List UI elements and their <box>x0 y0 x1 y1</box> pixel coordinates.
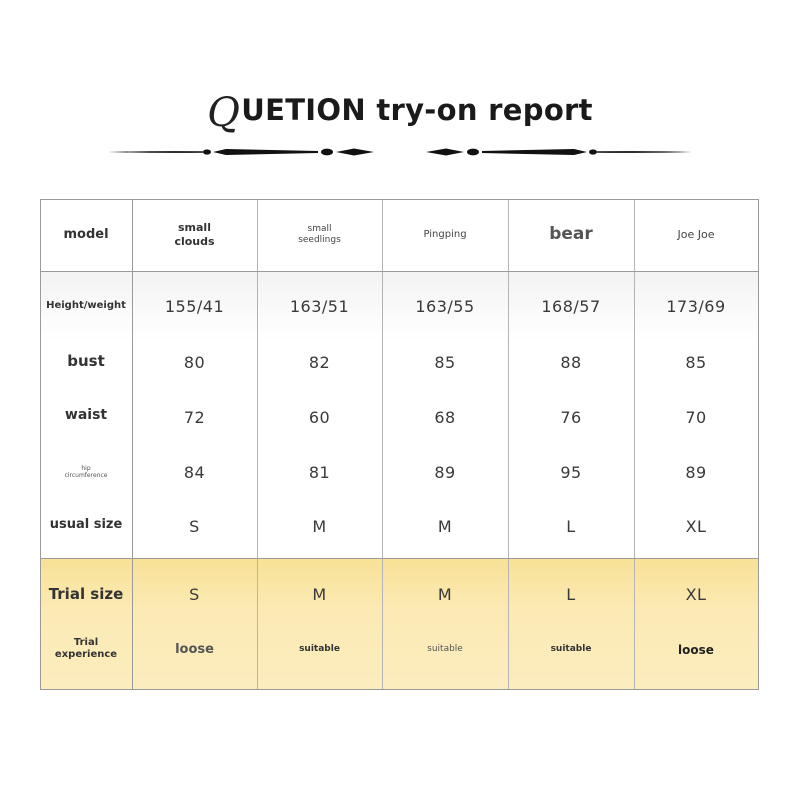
height-weight-value: 168/57 <box>541 297 601 316</box>
grid-line <box>40 271 759 272</box>
grid-line <box>508 199 509 690</box>
try-on-table <box>40 199 759 690</box>
row-label-hip: hip circumference <box>64 464 108 479</box>
hip-value: 89 <box>434 463 456 482</box>
row-label-height-weight: Height/weight <box>46 299 126 311</box>
trial-experience-value: suitable <box>299 644 340 655</box>
usual-size-value: L <box>566 517 576 536</box>
grid-line <box>40 558 759 559</box>
grid-line <box>40 199 41 690</box>
row-label-waist: waist <box>64 407 108 424</box>
height-weight-value: 163/51 <box>289 297 350 316</box>
grid-line <box>634 199 635 690</box>
waist-value: 68 <box>434 408 456 427</box>
height-weight-value: 155/41 <box>164 297 225 316</box>
waist-value: 60 <box>308 408 331 427</box>
waist-value: 72 <box>183 408 206 427</box>
report-title <box>0 84 800 136</box>
trial-experience-value: loose <box>678 642 714 657</box>
trial-size-value: XL <box>685 585 707 604</box>
grid-line <box>40 689 759 690</box>
model-name: Joe Joe <box>677 228 715 242</box>
usual-size-value: XL <box>685 517 707 536</box>
grid-line <box>382 199 383 690</box>
row-label-bust: bust <box>67 351 105 370</box>
row-label-usual-size: usual size <box>49 516 123 532</box>
bust-value: 82 <box>308 353 331 372</box>
model-name: Pingping <box>423 228 467 240</box>
usual-size-value: M <box>437 517 453 536</box>
trial-size-value: M <box>312 585 327 604</box>
row-label-trial-experience: Trial experience <box>54 636 118 660</box>
trial-experience-value: suitable <box>550 644 592 655</box>
model-name: bear <box>549 224 593 245</box>
trial-size-value: L <box>566 585 576 604</box>
hip-value: 84 <box>183 463 206 482</box>
grid-line <box>758 199 759 690</box>
brand-logo-q: Q <box>207 90 241 136</box>
waist-value: 70 <box>685 408 707 427</box>
header-model-label: model <box>63 226 109 242</box>
waist-value: 76 <box>560 408 582 427</box>
bust-value: 85 <box>685 353 707 372</box>
bust-value: 88 <box>560 353 582 372</box>
height-weight-value: 173/69 <box>666 297 726 316</box>
grid-line <box>257 199 258 690</box>
hip-value: 89 <box>685 463 707 482</box>
row-label-trial-size: Trial size <box>48 584 124 603</box>
trial-size-value: S <box>189 585 200 604</box>
bust-value: 85 <box>434 353 456 372</box>
usual-size-value: M <box>312 517 327 536</box>
model-name: small clouds <box>174 221 215 248</box>
hip-value: 95 <box>560 463 582 482</box>
trial-experience-value: suitable <box>427 644 463 655</box>
model-name: small seedlings <box>298 223 341 245</box>
trial-experience-value: loose <box>175 641 214 657</box>
trial-size-value: M <box>437 585 453 604</box>
height-weight-value: 163/55 <box>415 297 475 316</box>
hip-value: 81 <box>308 463 331 482</box>
decorative-divider <box>108 140 692 164</box>
usual-size-value: S <box>189 517 200 536</box>
grid-line <box>132 199 133 690</box>
bust-value: 80 <box>183 353 206 372</box>
report-title-text: UETION try-on report <box>241 93 593 127</box>
